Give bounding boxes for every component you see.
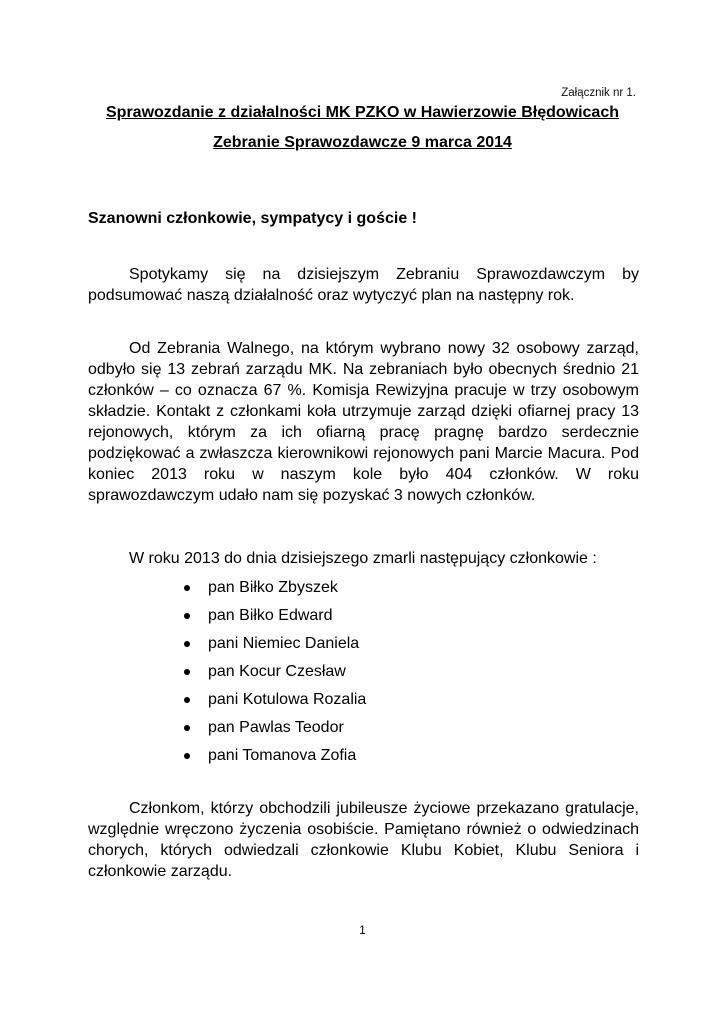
list-item <box>176 714 366 742</box>
deceased-name: pan Kocur Czesław <box>208 663 346 680</box>
paragraph-intro: Spotykamy się na dzisiejszym Zebraniu Sprawozdawczym by podsumować naszą działalność oraz wytyczyć plan na następny rok. <box>88 266 639 304</box>
report-title: Sprawozdanie z działalności MK PZKO w Hawierzowie Błędowicach <box>106 104 619 121</box>
bullet-icon <box>184 697 190 703</box>
bullet-icon <box>184 669 190 675</box>
bullet-icon <box>184 585 190 591</box>
deceased-name: pan Biłko Edward <box>208 607 333 624</box>
list-item <box>176 602 366 630</box>
paragraph-board-activity: Od Zebrania Walnego, na którym wybrano nowy 32 osobowy zarząd, odbyło się 13 zebrań zarządu MK. Na zebraniach było obecnych średnio 21 członków – co oznacza 67 %. Komisja Rewizyjna pracuje w trzy osobowym składzie. Kontakt z członkami koła utrzymuje zarząd dzięki ofiarnej pracy 13 rejonowych, którym za ich ofiarną pracę pragnę bardzo serdecznie podziękować a zwłaszcza kierownikowi rejonowych pani Marcie Macura. Pod koniec 2013 roku w naszym kole było 404 członków. W roku sprawozdawczym udało nam się pozyskać 3 nowych członków. <box>88 340 639 504</box>
bullet-icon <box>184 753 190 759</box>
list-item <box>176 658 366 686</box>
list-item <box>176 574 366 602</box>
meeting-subtitle: Zebranie Sprawozdawcze 9 marca 2014 <box>213 134 512 151</box>
annex-label: Załącznik nr 1. <box>561 87 636 99</box>
deceased-name: pan Pawlas Teodor <box>208 719 344 736</box>
bullet-icon <box>184 725 190 731</box>
page-number: 1 <box>359 923 366 937</box>
greeting: Szanowni członkowie, sympatycy i goście ! <box>88 210 417 227</box>
bullet-icon <box>184 613 190 619</box>
deceased-name: pani Niemiec Daniela <box>208 635 360 652</box>
deceased-members-list <box>176 574 366 770</box>
deceased-name: pani Tomanova Zofia <box>208 747 357 764</box>
list-item <box>176 742 366 770</box>
bullet-icon <box>184 641 190 647</box>
list-item <box>176 686 366 714</box>
deceased-name: pani Kotulowa Rozalia <box>208 691 367 708</box>
list-item <box>176 630 366 658</box>
paragraph-jubilees: Członkom, którzy obchodzili jubileusze życiowe przekazano gratulacje, względnie wręczono życzenia osobiście. Pamiętano również o odwiedzinach chorych, których odwiedzali członkowie Klubu Kobiet, Klubu Seniora i członkowie zarządu. <box>88 800 639 880</box>
paragraph-deceased-intro: W roku 2013 do dnia dzisiejszego zmarli następujący członkowie : <box>129 550 597 567</box>
deceased-name: pan Biłko Zbyszek <box>208 579 338 596</box>
